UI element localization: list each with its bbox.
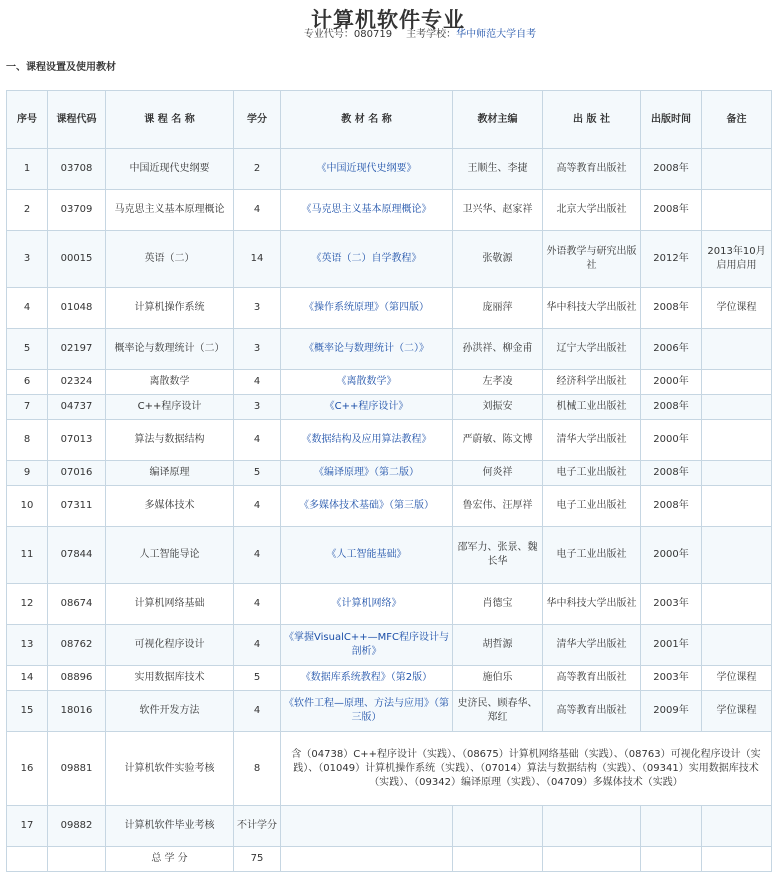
table-row: [7, 584, 772, 625]
cell-code: 09882: [48, 806, 106, 847]
cell-credit: 14: [234, 231, 281, 288]
cell-credit: 4: [234, 190, 281, 231]
cell-year: 2001年: [641, 625, 702, 666]
cell-book-link[interactable]: 《C++程序设计》: [281, 395, 453, 420]
cell-empty: [543, 847, 641, 872]
cell-name: 计算机网络基础: [106, 584, 234, 625]
cell-empty: [281, 806, 453, 847]
cell-book-link[interactable]: 《计算机网络》: [281, 584, 453, 625]
cell-note: 学位课程: [702, 691, 772, 732]
cell-note: [702, 584, 772, 625]
cell-publisher: 北京大学出版社: [543, 190, 641, 231]
cell-name: 实用数据库技术: [106, 666, 234, 691]
cell-author: 卫兴华、赵家祥: [453, 190, 543, 231]
cell-name: 软件开发方法: [106, 691, 234, 732]
total-row: [7, 847, 772, 872]
table-row: [7, 486, 772, 527]
cell-code: 07013: [48, 420, 106, 461]
cell-author: 刘振安: [453, 395, 543, 420]
header-publisher: 出 版 社: [543, 91, 641, 149]
cell-no: 5: [7, 329, 48, 370]
cell-author: 孙洪祥、柳金甫: [453, 329, 543, 370]
cell-note: [702, 461, 772, 486]
cell-credit: 5: [234, 666, 281, 691]
cell-book-link[interactable]: 《离散数学》: [281, 370, 453, 395]
cell-publisher: 高等教育出版社: [543, 691, 641, 732]
cell-name: 算法与数据结构: [106, 420, 234, 461]
cell-note: [702, 329, 772, 370]
cell-book-link[interactable]: 《操作系统原理》（第四版）: [281, 288, 453, 329]
cell-publisher: 华中科技大学出版社: [543, 584, 641, 625]
cell-publisher: 清华大学出版社: [543, 420, 641, 461]
cell-empty: [281, 847, 453, 872]
cell-year: 2003年: [641, 584, 702, 625]
cell-credit: 4: [234, 625, 281, 666]
cell-no: 2: [7, 190, 48, 231]
cell-note: [702, 527, 772, 584]
cell-name: 计算机软件实验考核: [106, 732, 234, 806]
cell-author: 邵军力、张景、魏长华: [453, 527, 543, 584]
page-title: 计算机软件专业: [311, 8, 465, 32]
cell-note: [702, 395, 772, 420]
cell-no: 8: [7, 420, 48, 461]
cell-no: 12: [7, 584, 48, 625]
cell-note: 学位课程: [702, 288, 772, 329]
cell-empty: [702, 806, 772, 847]
table-row: [7, 691, 772, 732]
cell-code: 08762: [48, 625, 106, 666]
cell-year: 2000年: [641, 527, 702, 584]
cell-credit: 4: [234, 486, 281, 527]
cell-no: 17: [7, 806, 48, 847]
cell-author: 王顺生、李捷: [453, 149, 543, 190]
header-book: 教 材 名 称: [281, 91, 453, 149]
cell-credit: 3: [234, 395, 281, 420]
cell-note: 学位课程: [702, 666, 772, 691]
school-label: 主考学校：: [406, 29, 457, 40]
header-note: 备注: [702, 91, 772, 149]
table-row: [7, 461, 772, 486]
total-value: 75: [234, 847, 281, 872]
cell-name: 中国近现代史纲要: [106, 149, 234, 190]
cell-year: 2008年: [641, 288, 702, 329]
cell-practice-detail: 含（04738）C++程序设计（实践）、（08675）计算机网络基础（实践）、（08763）可视化程序设计（实践）、（01049）计算机操作系统（实践）、（07014）算法与数据结构（实践）、（09341）实用数据库技术（实践）、（09342）编译原理（实践）、（04709）多媒体技术（实践）: [281, 732, 772, 806]
cell-no: 13: [7, 625, 48, 666]
cell-code: 08896: [48, 666, 106, 691]
cell-credit: 4: [234, 584, 281, 625]
cell-name: 计算机操作系统: [106, 288, 234, 329]
cell-name: 编译原理: [106, 461, 234, 486]
cell-publisher: 高等教育出版社: [543, 666, 641, 691]
cell-book-link[interactable]: 《数据结构及应用算法教程》: [281, 420, 453, 461]
cell-publisher: 华中科技大学出版社: [543, 288, 641, 329]
cell-empty: [641, 847, 702, 872]
cell-no: 1: [7, 149, 48, 190]
page-subtitle: [0, 28, 776, 42]
cell-book-link[interactable]: 《人工智能基础》: [281, 527, 453, 584]
header-year: 出版时间: [641, 91, 702, 149]
table-row: [7, 370, 772, 395]
cell-year: 2000年: [641, 420, 702, 461]
cell-name: 计算机软件毕业考核: [106, 806, 234, 847]
cell-credit: 4: [234, 420, 281, 461]
cell-no: 11: [7, 527, 48, 584]
table-row: [7, 625, 772, 666]
cell-code: 08674: [48, 584, 106, 625]
cell-name: 多媒体技术: [106, 486, 234, 527]
cell-empty: [702, 847, 772, 872]
cell-book-link[interactable]: 《数据库系统教程》（第2版）: [281, 666, 453, 691]
header-credit: 学分: [234, 91, 281, 149]
cell-publisher: 辽宁大学出版社: [543, 329, 641, 370]
cell-author: 史济民、顾春华、郑红: [453, 691, 543, 732]
total-label: 总 学 分: [106, 847, 234, 872]
cell-empty: [641, 806, 702, 847]
school-name[interactable]: 华中师范大学自考: [456, 29, 537, 40]
cell-book-link[interactable]: 《马克思主义基本原理概论》: [281, 190, 453, 231]
cell-publisher: 电子工业出版社: [543, 486, 641, 527]
cell-name: 英语（二）: [106, 231, 234, 288]
cell-note: [702, 486, 772, 527]
cell-publisher: 电子工业出版社: [543, 461, 641, 486]
cell-book-link[interactable]: 《多媒体技术基础》（第三版）: [281, 486, 453, 527]
table-row: [7, 395, 772, 420]
cell-year: 2012年: [641, 231, 702, 288]
cell-code: 07844: [48, 527, 106, 584]
cell-author: 肖德宝: [453, 584, 543, 625]
cell-credit: 4: [234, 527, 281, 584]
table-row: [7, 420, 772, 461]
cell-note: [702, 149, 772, 190]
major-code: 专业代号：080719: [303, 29, 393, 40]
cell-book-link[interactable]: 《概率论与数理统计（二）》: [281, 329, 453, 370]
cell-credit: 不计学分: [234, 806, 281, 847]
cell-name: 马克思主义基本原理概论: [106, 190, 234, 231]
cell-no: 9: [7, 461, 48, 486]
cell-author: 鲁宏伟、汪厚祥: [453, 486, 543, 527]
cell-code: 02324: [48, 370, 106, 395]
cell-code: 02197: [48, 329, 106, 370]
cell-code: 09881: [48, 732, 106, 806]
cell-year: 2008年: [641, 486, 702, 527]
cell-name: 离散数学: [106, 370, 234, 395]
table-row: [7, 329, 772, 370]
cell-author: 施伯乐: [453, 666, 543, 691]
cell-name: 人工智能导论: [106, 527, 234, 584]
cell-author: 何炎祥: [453, 461, 543, 486]
cell-credit: 4: [234, 370, 281, 395]
header-no: 序号: [7, 91, 48, 149]
cell-publisher: 经济科学出版社: [543, 370, 641, 395]
cell-credit: 4: [234, 691, 281, 732]
header-author: 教材主编: [453, 91, 543, 149]
table-row: [7, 288, 772, 329]
course-table: [6, 90, 772, 872]
header-name: 课 程 名 称: [106, 91, 234, 149]
cell-code: 04737: [48, 395, 106, 420]
cell-year: 2003年: [641, 666, 702, 691]
cell-credit: 2: [234, 149, 281, 190]
cell-code: 07311: [48, 486, 106, 527]
cell-publisher: 高等教育出版社: [543, 149, 641, 190]
cell-credit: 3: [234, 288, 281, 329]
cell-name: 可视化程序设计: [106, 625, 234, 666]
cell-publisher: 电子工业出版社: [543, 527, 641, 584]
cell-no: 14: [7, 666, 48, 691]
cell-note: [702, 420, 772, 461]
cell-code: 03708: [48, 149, 106, 190]
table-row: [7, 231, 772, 288]
cell-no: 16: [7, 732, 48, 806]
cell-year: 2008年: [641, 149, 702, 190]
cell-empty: [48, 847, 106, 872]
cell-author: 左孝凌: [453, 370, 543, 395]
cell-note: 2013年10月启用启用: [702, 231, 772, 288]
cell-code: 00015: [48, 231, 106, 288]
table-row: [7, 666, 772, 691]
cell-book-link[interactable]: 《软件工程—原理、方法与应用》（第三版）: [281, 691, 453, 732]
cell-note: [702, 190, 772, 231]
cell-book-link[interactable]: 《英语（二）自学教程》: [281, 231, 453, 288]
cell-code: 01048: [48, 288, 106, 329]
cell-empty: [453, 847, 543, 872]
cell-code: 18016: [48, 691, 106, 732]
cell-name: 概率论与数理统计（二）: [106, 329, 234, 370]
table-row: [7, 732, 772, 806]
cell-note: [702, 625, 772, 666]
cell-author: 胡哲源: [453, 625, 543, 666]
cell-note: [702, 370, 772, 395]
cell-year: 2008年: [641, 461, 702, 486]
cell-author: 张敬源: [453, 231, 543, 288]
header-code: 课程代码: [48, 91, 106, 149]
cell-empty: [453, 806, 543, 847]
cell-year: 2009年: [641, 691, 702, 732]
table-row: [7, 190, 772, 231]
cell-no: 15: [7, 691, 48, 732]
cell-author: 严蔚敏、陈文博: [453, 420, 543, 461]
cell-year: 2008年: [641, 190, 702, 231]
cell-book-link[interactable]: 《掌握VisualC++—MFC程序设计与剖析》: [281, 625, 453, 666]
cell-year: 2006年: [641, 329, 702, 370]
cell-author: 庞丽萍: [453, 288, 543, 329]
cell-publisher: 外语教学与研究出版社: [543, 231, 641, 288]
table-row: [7, 149, 772, 190]
cell-no: 10: [7, 486, 48, 527]
cell-book-link[interactable]: 《中国近现代史纲要》: [281, 149, 453, 190]
section-title: 一、课程设置及使用教材: [6, 62, 116, 73]
cell-code: 07016: [48, 461, 106, 486]
cell-publisher: 清华大学出版社: [543, 625, 641, 666]
cell-year: 2008年: [641, 395, 702, 420]
cell-credit: 8: [234, 732, 281, 806]
cell-year: 2000年: [641, 370, 702, 395]
cell-code: 03709: [48, 190, 106, 231]
cell-publisher: 机械工业出版社: [543, 395, 641, 420]
cell-book-link[interactable]: 《编译原理》（第二版）: [281, 461, 453, 486]
cell-no: 6: [7, 370, 48, 395]
cell-no: 7: [7, 395, 48, 420]
cell-credit: 3: [234, 329, 281, 370]
cell-no: 4: [7, 288, 48, 329]
table-row: [7, 527, 772, 584]
cell-empty: [543, 806, 641, 847]
cell-empty: [7, 847, 48, 872]
table-header-row: [7, 91, 772, 149]
cell-name: C++程序设计: [106, 395, 234, 420]
cell-no: 3: [7, 231, 48, 288]
cell-credit: 5: [234, 461, 281, 486]
table-row: [7, 806, 772, 847]
